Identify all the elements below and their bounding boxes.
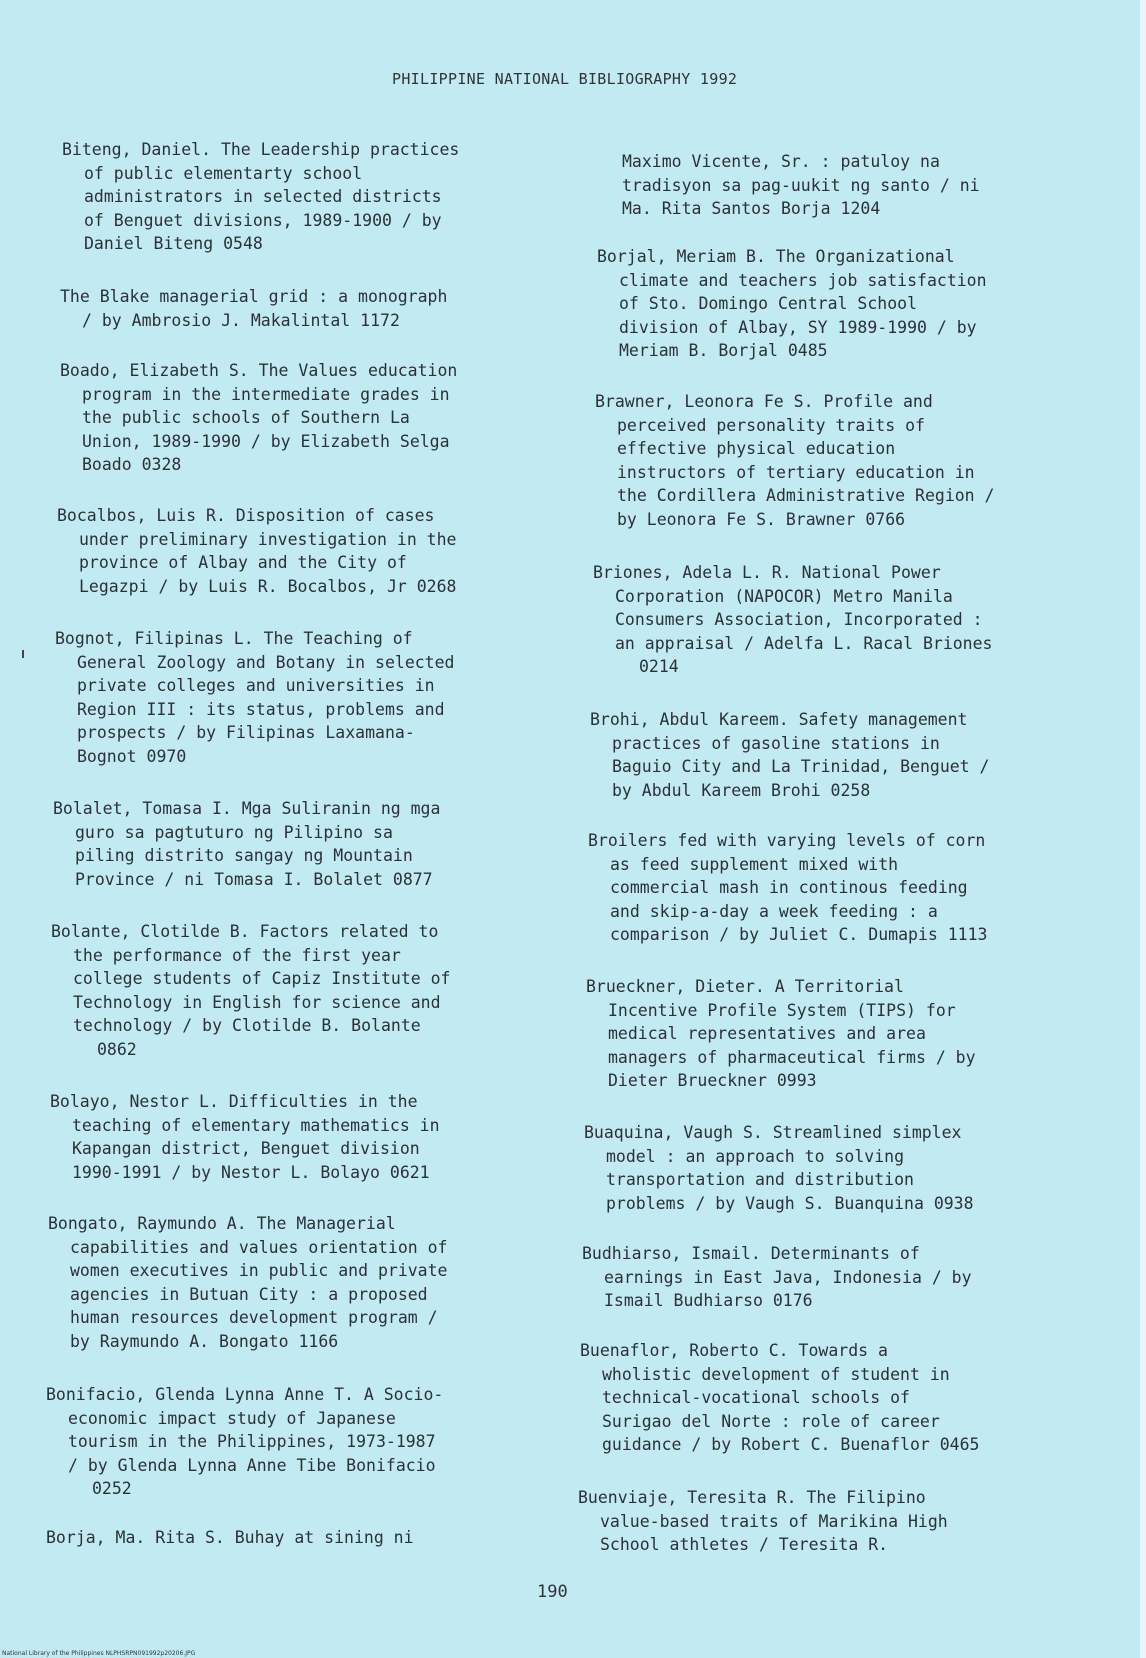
- entry-continuation-line: program in the intermediate grades in: [82, 384, 450, 404]
- bibliography-entry: [590, 708, 990, 802]
- entry-heading-line: Bognot, Filipinas L. The Teaching of: [55, 629, 413, 648]
- entry-continuation-line: Province / ni Tomasa I. Bolalet 0877: [75, 869, 433, 889]
- entry-heading-line: Bolayo, Nestor L. Difficulties in the: [50, 1092, 418, 1111]
- entry-continuation-line: prospects / by Filipinas Laxamana-: [77, 723, 415, 742]
- bibliography-entry: [62, 138, 459, 256]
- entry-heading-line: Bolante, Clotilde B. Factors related to: [51, 922, 439, 941]
- entry-continuation-line: Ismail Budhiarso 0176: [604, 1291, 813, 1310]
- entry-heading-line: Brueckner, Dieter. A Territorial: [586, 977, 904, 996]
- bibliography-entry: [588, 829, 988, 947]
- entry-continuation-line: Union, 1989-1990 / by Elizabeth Selga: [82, 431, 450, 451]
- entry-continuation-line: managers of pharmaceutical firms / by: [608, 1047, 976, 1067]
- entry-heading-line: Broilers fed with varying levels of corn: [588, 831, 986, 850]
- bibliography-entry: [48, 1212, 448, 1353]
- entry-continuation-line: women executives in public and private: [70, 1261, 448, 1280]
- entry-continuation-line: transportation and distribution: [606, 1170, 914, 1189]
- entry-continuation-line: practices of gasoline stations in: [612, 733, 940, 753]
- entry-heading-line: Bolalet, Tomasa I. Mga Suliranin ng mga: [53, 799, 441, 818]
- bibliography-entry: [50, 1090, 440, 1184]
- entry-continuation-line: of Benguet divisions, 1989-1900 / by: [84, 210, 442, 230]
- entry-heading-line: Briones, Adela L. R. National Power: [593, 563, 941, 582]
- bibliography-entry: [51, 920, 451, 1061]
- entry-continuation-line: Meriam B. Borjal 0485: [619, 341, 828, 360]
- entry-heading-line: Bonifacio, Glenda Lynna Anne T. A Socio-: [46, 1385, 444, 1404]
- entry-heading-line: Borja, Ma. Rita S. Buhay at sining ni: [46, 1528, 414, 1547]
- entry-continuation-line: teaching of elementary mathematics in: [72, 1115, 440, 1135]
- entry-continuation-line: problems / by Vaugh S. Buanquina 0938: [606, 1193, 974, 1213]
- entry-continuation-line: Kapangan district, Benguet division: [72, 1139, 420, 1158]
- entry-continuation-line: / by Ambrosio J. Makalintal 1172: [82, 310, 400, 330]
- entry-continuation-line: effective physical education: [617, 439, 896, 458]
- entry-continuation-line: college students of Capiz Institute of: [73, 969, 451, 988]
- page-edge: [1140, 0, 1146, 1658]
- entry-continuation-line: Maximo Vicente, Sr. : patuloy na: [622, 152, 940, 171]
- bibliography-entry: [593, 561, 993, 679]
- entry-continuation-line: economic impact study of Japanese: [68, 1408, 396, 1428]
- entry-heading-line: Borjal, Meriam B. The Organizational: [597, 247, 955, 266]
- entry-continuation-line: climate and teachers job satisfaction: [619, 270, 987, 290]
- bibliography-entry: [57, 504, 457, 598]
- entry-continuation-line: Ma. Rita Santos Borja 1204: [622, 199, 881, 218]
- entry-continuation-line: guro sa pagtuturo ng Pilipino sa: [75, 822, 393, 842]
- entry-continuation-line: capabilities and values orientation of: [70, 1237, 448, 1257]
- entry-record-number: 0252: [92, 1479, 132, 1498]
- entry-continuation-line: by Raymundo A. Bongato 1166: [70, 1331, 339, 1351]
- entry-record-number: 0862: [97, 1039, 137, 1059]
- entry-continuation-line: tourism in the Philippines, 1973-1987: [68, 1432, 436, 1451]
- entry-continuation-line: Consumers Association, Incorporated :: [615, 610, 983, 629]
- bibliography-entry: [46, 1526, 414, 1550]
- entry-continuation-line: under preliminary investigation in the: [79, 529, 457, 549]
- entry-continuation-line: division of Albay, SY 1989-1990 / by: [619, 317, 977, 337]
- entry-continuation-line: General Zoology and Botany in selected: [77, 652, 455, 672]
- entry-continuation-line: Incentive Profile System (TIPS) for: [608, 1000, 956, 1020]
- bibliography-entry: [584, 1121, 974, 1215]
- entry-continuation-line: of public elementarty school: [84, 163, 363, 183]
- entry-continuation-line: Region III : its status, problems and: [77, 699, 445, 719]
- bibliography-entry: [578, 1486, 948, 1557]
- bibliography-entry: [60, 359, 457, 477]
- entry-continuation-line: Baguio City and La Trinidad, Benguet /: [612, 757, 990, 776]
- entry-continuation-line: Surigao del Norte : role of career: [602, 1411, 940, 1431]
- bibliography-entry: [580, 1339, 980, 1457]
- bibliography-entry: [582, 1242, 972, 1313]
- entry-continuation-line: medical representatives and area: [608, 1024, 926, 1043]
- entry-continuation-line: human resources development program /: [70, 1308, 438, 1327]
- entry-continuation-line: province of Albay and the City of: [79, 553, 407, 572]
- entry-continuation-line: the performance of the first year: [73, 945, 401, 965]
- entry-continuation-line: wholistic development of student in: [602, 1364, 950, 1384]
- entry-continuation-line: Daniel Biteng 0548: [84, 234, 263, 253]
- bibliography-entry: [55, 627, 455, 768]
- bibliography-entry: [597, 245, 987, 363]
- entry-heading-line: Buenaflor, Roberto C. Towards a: [580, 1341, 888, 1360]
- bibliography-entry: [586, 975, 976, 1093]
- entry-record-number: 0214: [639, 657, 679, 676]
- entry-continuation-line: Dieter Brueckner 0993: [608, 1071, 817, 1090]
- page-header: PHILIPPINE NATIONAL BIBLIOGRAPHY 1992: [392, 70, 738, 88]
- entry-continuation-line: the public schools of Southern La: [82, 408, 410, 427]
- entry-continuation-line: instructors of tertiary education in: [617, 462, 975, 482]
- entry-continuation-line: / by Glenda Lynna Anne Tibe Bonifacio: [68, 1455, 436, 1475]
- entry-continuation-line: piling distrito sangay ng Mountain: [75, 846, 413, 865]
- margin-mark: [22, 650, 24, 658]
- entry-heading-line: The Blake managerial grid : a monograph: [60, 287, 448, 306]
- bibliography-entry: [600, 150, 980, 221]
- entry-continuation-line: administrators in selected districts: [84, 187, 442, 206]
- bibliography-entry: [595, 390, 995, 531]
- entry-continuation-line: the Cordillera Administrative Region /: [617, 486, 995, 505]
- entry-heading-line: Brohi, Abdul Kareem. Safety management: [590, 710, 968, 729]
- entry-continuation-line: Technology in English for science and: [73, 992, 441, 1012]
- entry-continuation-line: and skip-a-day a week feeding : a: [610, 901, 938, 921]
- entry-continuation-line: Boado 0328: [82, 455, 182, 474]
- entry-heading-line: Boado, Elizabeth S. The Values education: [60, 361, 458, 380]
- entry-heading-line: Bocalbos, Luis R. Disposition of cases: [57, 506, 435, 525]
- entry-continuation-line: Legazpi / by Luis R. Bocalbos, Jr 0268: [79, 576, 457, 596]
- entry-continuation-line: commercial mash in continous feeding: [610, 878, 968, 897]
- entry-continuation-line: guidance / by Robert C. Buenaflor 0465: [602, 1435, 980, 1454]
- bibliography-entry: [60, 285, 447, 332]
- entry-continuation-line: by Abdul Kareem Brohi 0258: [612, 780, 871, 800]
- entry-continuation-line: perceived personality traits of: [617, 415, 925, 435]
- entry-heading-line: Buenviaje, Teresita R. The Filipino: [578, 1488, 926, 1507]
- entry-continuation-line: by Leonora Fe S. Brawner 0766: [617, 509, 906, 529]
- entry-continuation-line: Corporation (NAPOCOR) Metro Manila: [615, 586, 953, 606]
- scan-credit: National Library of the Philippines NLPHSRPN091992p20206.JPG: [2, 1650, 196, 1657]
- entry-continuation-line: technology / by Clotilde B. Bolante: [73, 1016, 421, 1035]
- entry-continuation-line: Bognot 0970: [77, 746, 187, 766]
- entry-continuation-line: earnings in East Java, Indonesia / by: [604, 1267, 972, 1287]
- entry-continuation-line: School athletes / Teresita R.: [600, 1535, 889, 1554]
- entry-continuation-line: an appraisal / Adelfa L. Racal Briones: [615, 633, 993, 653]
- page-number: 190: [537, 1582, 568, 1602]
- entry-continuation-line: comparison / by Juliet C. Dumapis 1113: [610, 925, 988, 944]
- bibliography-entry: [46, 1383, 443, 1501]
- entry-continuation-line: tradisyon sa pag-uukit ng santo / ni: [622, 175, 980, 195]
- entry-continuation-line: of Sto. Domingo Central School: [619, 294, 918, 313]
- entry-continuation-line: agencies in Butuan City : a proposed: [70, 1284, 428, 1304]
- entry-continuation-line: private colleges and universities in: [77, 676, 435, 695]
- entry-continuation-line: 1990-1991 / by Nestor L. Bolayo 0621: [72, 1162, 430, 1182]
- entry-heading-line: Brawner, Leonora Fe S. Profile and: [595, 392, 933, 411]
- bibliography-entry: [53, 797, 440, 891]
- entry-continuation-line: as feed supplement mixed with: [610, 854, 899, 874]
- entry-heading-line: Bongato, Raymundo A. The Managerial: [48, 1214, 396, 1233]
- entry-continuation-line: value-based traits of Marikina High: [600, 1511, 948, 1531]
- entry-heading-line: Buaquina, Vaugh S. Streamlined simplex: [584, 1123, 962, 1142]
- entry-heading-line: Budhiarso, Ismail. Determinants of: [582, 1244, 920, 1263]
- entry-continuation-line: model : an approach to solving: [606, 1146, 905, 1166]
- entry-continuation-line: technical-vocational schools of: [602, 1388, 910, 1407]
- entry-heading-line: Biteng, Daniel. The Leadership practices: [62, 140, 460, 159]
